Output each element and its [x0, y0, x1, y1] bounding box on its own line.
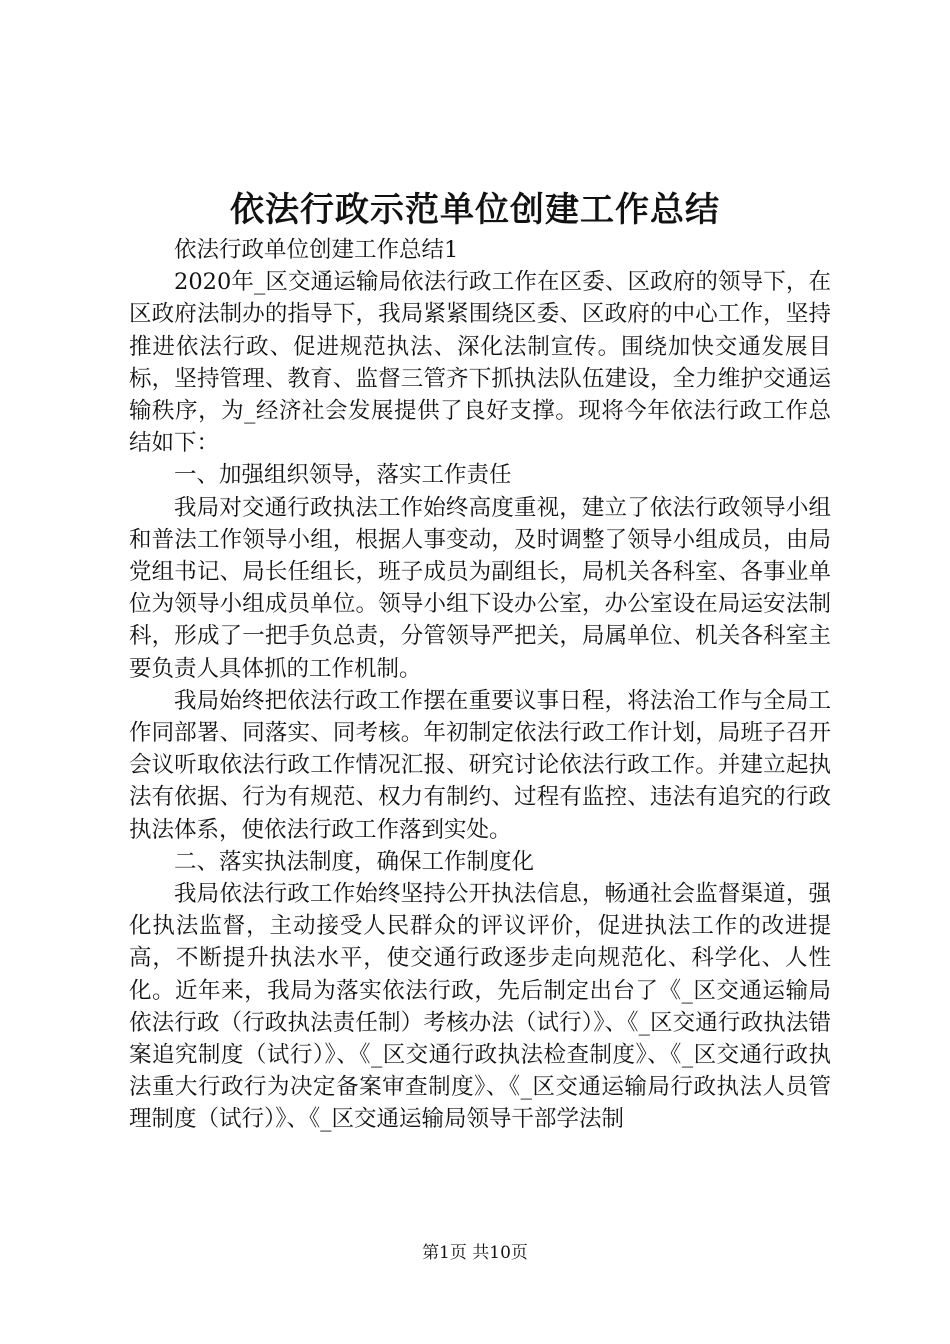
section-subtitle: 依法行政单位创建工作总结1 [174, 237, 459, 263]
page-footer: 第1页 共10页 [422, 1243, 528, 1263]
document-body [129, 234, 831, 1136]
paragraph-agenda: 我局始终把依法行政工作摆在重要议事日程，将法治工作与全局工作同部署、同落实、同考核。年初制定依法行政工作计划，局班子召开会议听取依法行政工作情况汇报、研究讨论依法行政工作。并建立起执法有依据、行为有规范、权力有制约、过程有监控、违法有追究的行政执法体系，使依法行政工作落到实处。 [129, 687, 831, 843]
paragraph-intro: 2020年_区交通运输局依法行政工作在区委、区政府的领导下，在区政府法制办的指导下，我局紧紧围绕区委、区政府的中心工作，坚持推进依法行政、促进规范执法、深化法制宣传。围绕加快交通发展目标，坚持管理、教育、监督三管齐下抓执法队伍建设，全力维护交通运输秩序，为_经济社会发展提供了良好支撑。现将今年依法行政工作总结如下： [129, 269, 831, 457]
paragraph-organization: 我局对交通行政执法工作始终高度重视，建立了依法行政领导小组和普法工作领导小组，根据人事变动，及时调整了领导小组成员，由局党组书记、局长任组长，班子成员为副组长，局机关各科室、各事业单位为领导小组成员单位。领导小组下设办公室，办公室设在局运安法制科，形成了一把手负总责，分管领导严把关，局属单位、机关各科室主要负责人具体抓的工作机制。 [129, 494, 831, 682]
document-title: 依法行政示范单位创建工作总结 [230, 190, 720, 230]
section-heading-1: 一、加强组织领导，落实工作责任 [174, 462, 512, 489]
paragraph-regulations: 我局依法行政工作始终坚持公开执法信息，畅通社会监督渠道，强化执法监督，主动接受人民群众的评议评价，促进执法工作的改进提高，不断提升执法水平，使交通行政逐步走向规范化、科学化、人性化。近年来，我局为落实依法行政，先后制定出台了《_区交通运输局依法行政（行政执法责任制）考核办法（试行）》、《_区交通行政执法错案追究制度（试行）》、《_区交通行政执法检查制度》、《_区交通行政执法重大行政行为决定备案审查制度》、《_区交通运输局行政执法人员管理制度（试行）》、《_区交通运输局领导干部学法制 [129, 881, 831, 1133]
section-heading-2: 二、落实执法制度，确保工作制度化 [174, 848, 535, 875]
